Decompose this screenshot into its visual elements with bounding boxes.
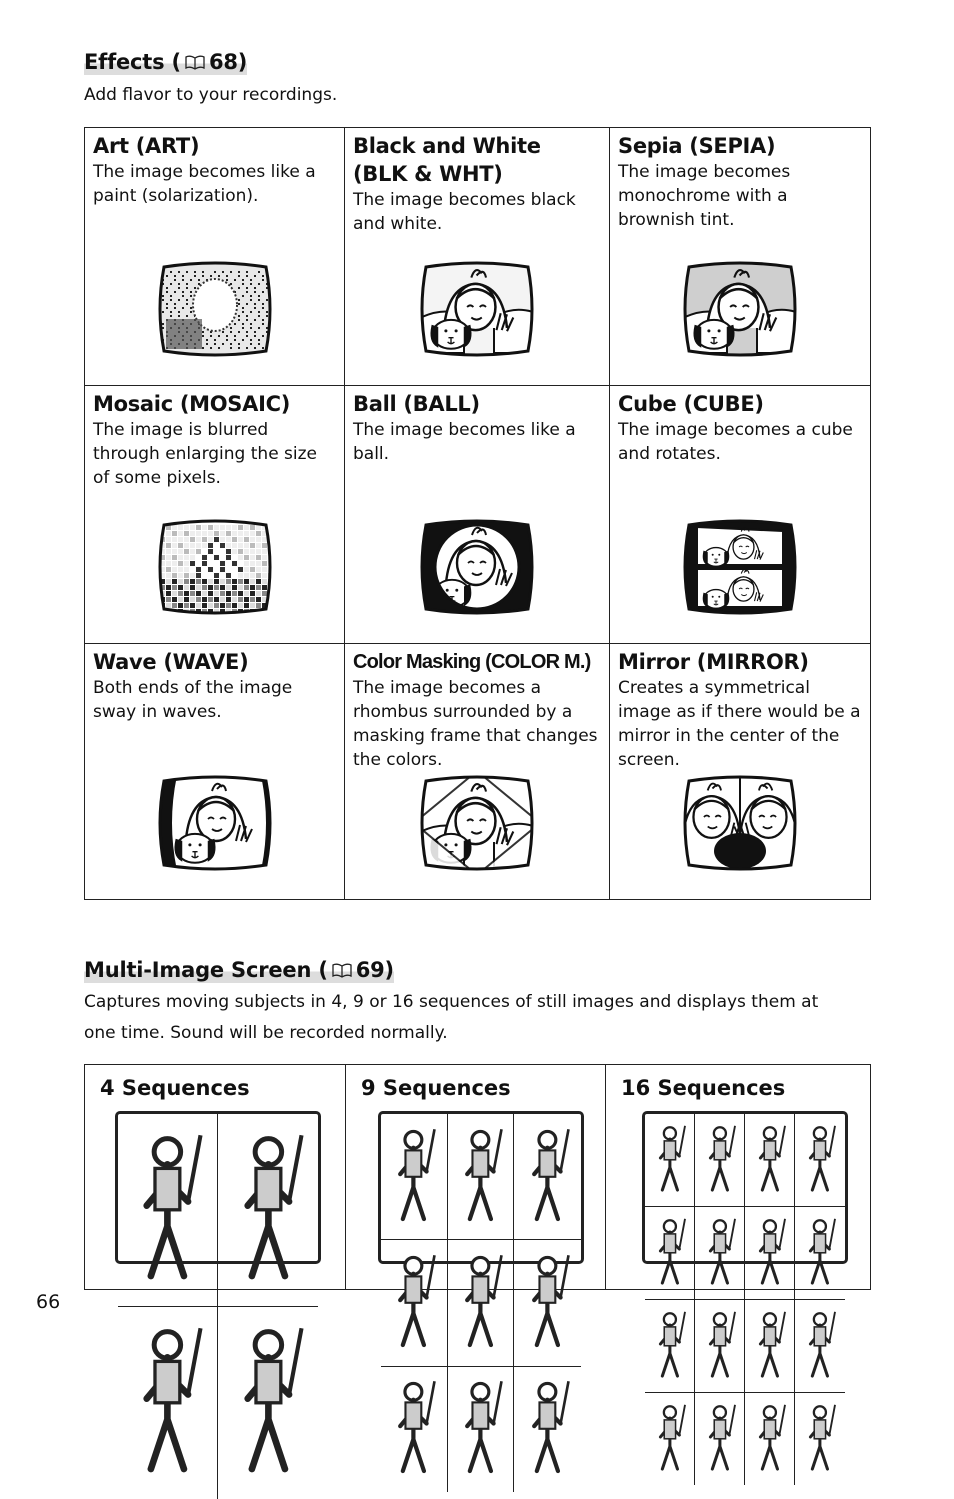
sequence-frame — [381, 1367, 448, 1492]
effect-cell — [345, 644, 610, 900]
effect-description: The image becomes black and white. — [353, 190, 576, 234]
effects-heading — [84, 49, 247, 75]
effect-cell — [85, 128, 345, 386]
effect-cell — [610, 644, 871, 900]
effect-description: The image becomes a cube and rotates. — [618, 420, 853, 464]
effect-description: The image is blurred through enlarging the size of some pixels. — [93, 420, 318, 488]
golfer-figure-icon — [651, 1122, 689, 1198]
effect-title: Art (ART) — [93, 134, 200, 158]
effect-cell — [610, 128, 871, 386]
golfer-figure-icon — [751, 1215, 789, 1291]
sequence-frame — [218, 1114, 318, 1307]
sequence-frame — [795, 1300, 845, 1393]
effect-description: Both ends of the image sway in waves. — [93, 678, 293, 722]
golfer-figure-icon — [454, 1376, 507, 1482]
golfer-figure-icon — [387, 1376, 440, 1482]
multi-image-page-ref: 69) — [355, 958, 394, 982]
mirror-tv-icon — [677, 771, 803, 875]
multi-image-heading-text: Multi-Image Screen ( — [84, 958, 328, 982]
effects-heading-text: Effects ( — [84, 50, 181, 74]
color-mask-tv-icon — [414, 771, 540, 875]
multi-image-intro-line1: Captures moving subjects in 4, 9 or 16 sequences of still images and displays them at — [84, 992, 819, 1012]
sequence-frame — [795, 1393, 845, 1485]
golfer-figure-icon — [701, 1401, 739, 1477]
effect-cell — [85, 644, 345, 900]
effects-table — [84, 127, 871, 900]
sequence-frame — [645, 1300, 695, 1393]
golfer-figure-icon — [701, 1122, 739, 1198]
sequence-frame — [795, 1207, 845, 1300]
sequence-frame — [795, 1114, 845, 1207]
golfer-figure-icon — [751, 1308, 789, 1384]
sequence-title: 9 Sequences — [361, 1076, 511, 1100]
sequence-panel — [115, 1111, 321, 1264]
golfer-figure-icon — [701, 1215, 739, 1291]
golfer-figure-icon — [801, 1122, 839, 1198]
golfer-figure-icon — [701, 1308, 739, 1384]
effect-description: The image becomes like a paint (solarization). — [93, 162, 316, 206]
bw-tv-icon — [414, 257, 540, 361]
effect-cell — [85, 386, 345, 644]
effect-description: The image becomes a rhombus surrounded by a masking frame that changes the colors. — [353, 678, 598, 770]
sequence-frame — [645, 1393, 695, 1485]
golfer-figure-icon — [454, 1250, 507, 1356]
golfer-figure-icon — [651, 1401, 689, 1477]
golfer-figure-icon — [521, 1124, 574, 1230]
sequence-panel — [378, 1111, 584, 1264]
sequences-table — [84, 1064, 871, 1290]
ball-tv-icon — [414, 515, 540, 619]
sequence-frame — [645, 1114, 695, 1207]
golfer-figure-icon — [521, 1250, 574, 1356]
multi-image-intro-line2: one time. Sound will be recorded normally. — [84, 1023, 448, 1043]
golfer-figure-icon — [801, 1215, 839, 1291]
effect-description: Creates a symmetrical image as if there would be a mirror in the center of the screen. — [618, 678, 861, 770]
golfer-figure-icon — [126, 1127, 209, 1293]
book-icon — [332, 963, 352, 978]
sequence-frame — [745, 1207, 795, 1300]
sequence-frame — [381, 1114, 448, 1240]
sequence-frame — [448, 1240, 515, 1366]
sequence-frame — [118, 1114, 218, 1307]
effect-title: Black and White (BLK & WHT) — [353, 134, 541, 186]
sequence-frame — [514, 1240, 581, 1366]
effect-cell — [610, 386, 871, 644]
wave-tv-icon — [152, 771, 278, 875]
effect-title: Color Masking (COLOR M.) — [353, 651, 591, 673]
effects-row — [85, 644, 871, 900]
sequence-panel — [642, 1111, 848, 1264]
golfer-figure-icon — [454, 1124, 507, 1230]
golfer-figure-icon — [227, 1320, 310, 1486]
sequence-frame — [514, 1114, 581, 1240]
solarized-tv-icon — [152, 257, 278, 361]
golfer-figure-icon — [227, 1127, 310, 1293]
effect-description: The image becomes like a ball. — [353, 420, 576, 464]
sequence-frame — [218, 1307, 318, 1499]
sequence-frame — [514, 1367, 581, 1492]
golfer-figure-icon — [801, 1308, 839, 1384]
sequence-frame — [745, 1393, 795, 1485]
book-icon — [185, 55, 205, 70]
sequence-frame — [448, 1114, 515, 1240]
effect-title: Cube (CUBE) — [618, 392, 764, 416]
multi-image-heading — [84, 957, 394, 983]
sepia-tv-icon — [677, 257, 803, 361]
effects-row — [85, 128, 871, 386]
effects-row — [85, 386, 871, 644]
effect-cell — [345, 128, 610, 386]
mosaic-tv-icon — [152, 515, 278, 619]
page-number: 66 — [36, 1291, 61, 1313]
sequence-cell — [346, 1065, 606, 1290]
effect-title: Ball (BALL) — [353, 392, 480, 416]
sequence-frame — [448, 1367, 515, 1492]
sequence-frame — [118, 1307, 218, 1499]
cube-tv-icon — [677, 515, 803, 619]
effect-title: Wave (WAVE) — [93, 650, 249, 674]
sequence-frame — [745, 1114, 795, 1207]
golfer-figure-icon — [126, 1320, 209, 1486]
sequence-title: 4 Sequences — [100, 1076, 250, 1100]
effects-intro: Add flavor to your recordings. — [84, 85, 338, 105]
sequence-cell — [85, 1065, 346, 1290]
effects-page-ref: 68) — [208, 50, 248, 74]
sequence-frame — [695, 1300, 745, 1393]
sequence-frame — [695, 1207, 745, 1300]
effect-title: Mosaic (MOSAIC) — [93, 392, 290, 416]
golfer-figure-icon — [387, 1124, 440, 1230]
sequence-cell — [606, 1065, 871, 1290]
effect-title: Mirror (MIRROR) — [618, 650, 809, 674]
sequence-frame — [745, 1300, 795, 1393]
sequence-frame — [645, 1207, 695, 1300]
sequence-frame — [381, 1240, 448, 1366]
effect-description: The image becomes monochrome with a brownish tint. — [618, 162, 791, 230]
sequence-frame — [695, 1114, 745, 1207]
golfer-figure-icon — [651, 1215, 689, 1291]
effect-title: Sepia (SEPIA) — [618, 134, 776, 158]
golfer-figure-icon — [651, 1308, 689, 1384]
sequence-title: 16 Sequences — [621, 1076, 786, 1100]
multi-image-intro — [84, 987, 818, 1049]
golfer-figure-icon — [521, 1376, 574, 1482]
golfer-figure-icon — [751, 1122, 789, 1198]
golfer-figure-icon — [801, 1401, 839, 1477]
golfer-figure-icon — [387, 1250, 440, 1356]
golfer-figure-icon — [751, 1401, 789, 1477]
effect-cell — [345, 386, 610, 644]
sequence-frame — [695, 1393, 745, 1485]
